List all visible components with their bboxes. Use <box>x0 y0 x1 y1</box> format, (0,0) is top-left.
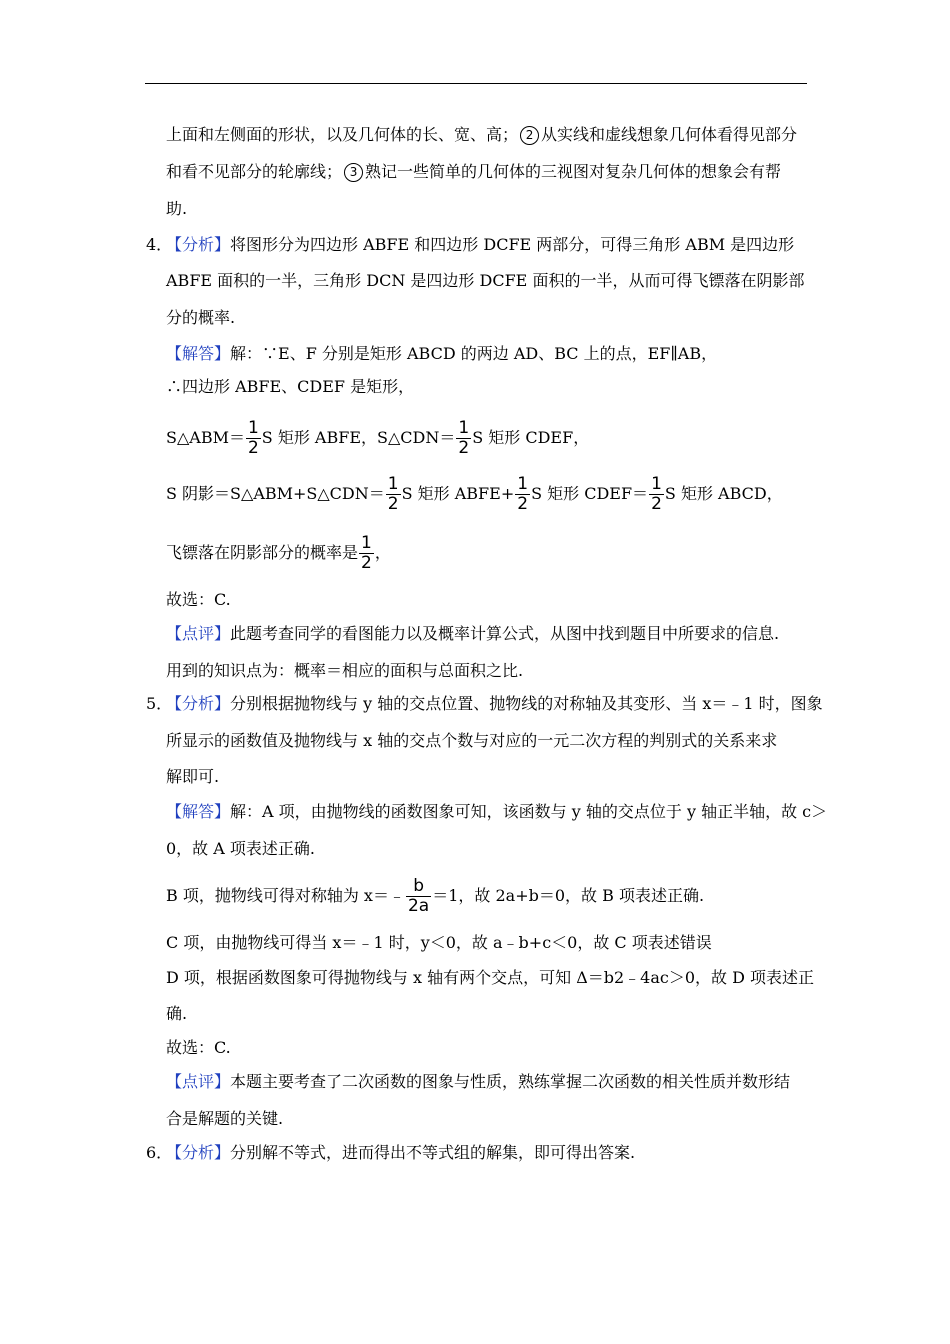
q4-analysis-line-2: ABFE 面积的一半，三角形 DCN 是四边形 DCFE 面积的一半，从而可得飞镖落在阴影部 <box>166 271 805 290</box>
q6-tag-analysis: 【分析】 <box>166 1143 231 1162</box>
fraction-one-half: $\frac{1}{2}$ <box>651 474 662 514</box>
q4-tag-solution: 【解答】 <box>166 344 231 363</box>
q5-choice: 故选：C. <box>166 1038 231 1057</box>
q5-number: 5． <box>146 694 173 713</box>
fraction-one-half: $\frac{1}{2}$ <box>517 474 529 514</box>
header-rule <box>145 83 807 84</box>
q5-tag-solution: 【解答】 <box>166 802 231 821</box>
q5-solution-b: B 项，抛物线可得对称轴为 x＝﹣ $\frac{b}{2a}$ ＝1，故 2a+b＝0，故 B 项表述正确. <box>166 876 705 916</box>
q6-number: 6． <box>146 1143 173 1162</box>
q4-comment-line-2: 用到的知识点为：概率＝相应的面积与总面积之比. <box>166 661 524 680</box>
q4-equation-1: S△ABM＝ $\frac{1}{2}$ S 矩形 ABFE，S△CDN＝ $\frac{1}{2}$ S 矩形 CDEF， <box>166 418 590 458</box>
fraction-one-half: $\frac{1}{2}$ <box>387 474 399 514</box>
q4-number: 4． <box>146 235 173 254</box>
q4-choice: 故选：C. <box>166 590 231 609</box>
circled-number-3: 3 <box>344 163 363 182</box>
q4-solution-line-2: ∴四边形 ABFE、CDEF 是矩形， <box>166 377 415 396</box>
q4-solution-line-1: 【解答】解：∵E、F 分别是矩形 ABCD 的两边 AD、BC 上的点，EF∥AB， <box>166 344 718 363</box>
q4-tag-analysis: 【分析】 <box>166 235 231 254</box>
q5-comment-line-2: 合是解题的关键. <box>166 1109 284 1128</box>
fraction-b-over-2a: $\frac{b}{2a}$ <box>407 876 430 916</box>
q6-analysis-line-1: 【分析】分别解不等式，进而得出不等式组的解集，即可得出答案. <box>166 1143 636 1162</box>
fraction-one-half: $\frac{1}{2}$ <box>247 418 259 458</box>
q5-solution-d-line-1: D 项，根据函数图象可得抛物线与 x 轴有两个交点，可知 Δ＝b2﹣4ac＞0，故 D 项表述正 <box>166 968 815 987</box>
q4-comment-line-1: 【点评】此题考查同学的看图能力以及概率计算公式，从图中找到题目中所要求的信息. <box>166 624 780 643</box>
continuation-line-2: 和看不见部分的轮廓线； 3 熟记一些简单的几何体的三视图对复杂几何体的想象会有帮 <box>166 162 782 181</box>
q5-analysis-line-2: 所显示的函数值及抛物线与 x 轴的交点个数与对应的一元二次方程的判别式的关系来求 <box>166 731 778 750</box>
continuation-line-1: 上面和左侧面的形状，以及几何体的长、宽、高； 2 从实线和虚线想象几何体看得见部分 <box>166 125 798 144</box>
q4-analysis-line-1: 【分析】将图形分为四边形 ABFE 和四边形 DCFE 两部分，可得三角形 ABM 是四边形 <box>166 235 795 254</box>
q5-solution-c: C 项，由抛物线可得当 x＝﹣1 时，y＜0，故 a﹣b+c＜0，故 C 项表述错误 <box>166 933 712 952</box>
q5-analysis-line-1: 【分析】分别根据抛物线与 y 轴的交点位置、抛物线的对称轴及其变形、当 x＝﹣1 时，图象 <box>166 694 823 713</box>
fraction-one-half: $\frac{1}{2}$ <box>361 533 372 573</box>
q5-analysis-line-3: 解即可. <box>166 767 220 786</box>
circled-number-2: 2 <box>520 126 539 145</box>
q5-solution-d-line-2: 确. <box>166 1004 188 1023</box>
continuation-line-3: 助. <box>166 199 188 218</box>
q4-equation-2: S 阴影＝S△ABM+S△CDN＝ $\frac{1}{2}$ S 矩形 ABFE+ $\frac{1}{2}$ S 矩形 CDEF＝ $\frac{1}{2}$ S 矩形 ABCD， <box>166 474 783 514</box>
q5-comment-line-1: 【点评】本题主要考查了二次函数的图象与性质，熟练掌握二次函数的相关性质并数形结 <box>166 1072 791 1091</box>
fraction-one-half: $\frac{1}{2}$ <box>458 418 470 458</box>
q5-tag-analysis: 【分析】 <box>166 694 231 713</box>
q5-tag-comment: 【点评】 <box>166 1072 231 1091</box>
q5-solution-a-line-2: 0，故 A 项表述正确. <box>166 839 315 858</box>
q4-analysis-line-3: 分的概率. <box>166 308 236 327</box>
q5-solution-a-line-1: 【解答】解：A 项，由抛物线的函数图象可知，该函数与 y 轴的交点位于 y 轴正半轴，故 c＞ <box>166 802 828 821</box>
q4-probability: 飞镖落在阴影部分的概率是 $\frac{1}{2}$ ， <box>166 533 391 573</box>
q4-tag-comment: 【点评】 <box>166 624 231 643</box>
